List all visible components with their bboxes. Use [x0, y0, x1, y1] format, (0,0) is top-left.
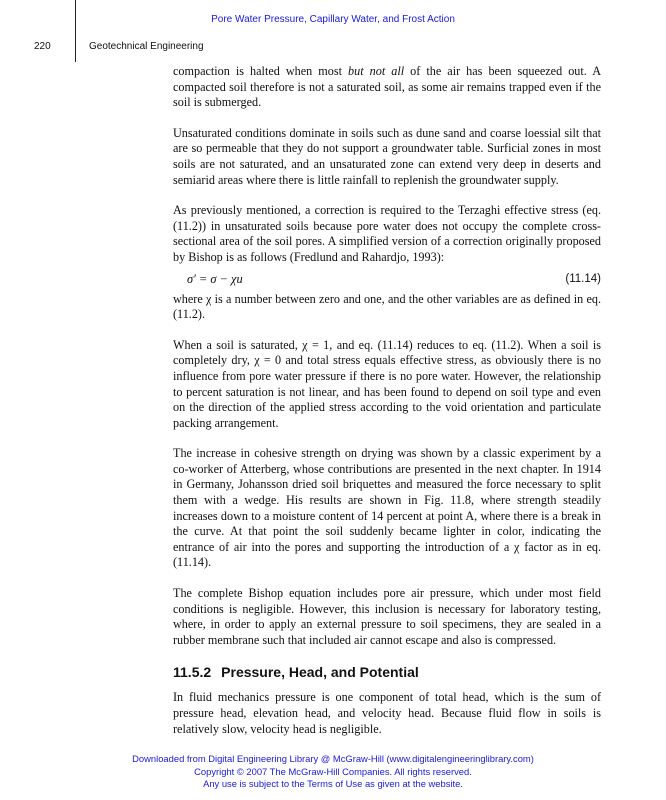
paragraph-1 — [173, 64, 601, 111]
paragraph-5: When a soil is saturated, χ = 1, and eq. (11.14) reduces to eq. (11.2). When a soil is completely dry, χ = 0 and total stress equals effective stress, as obviously there is no influence from pore water pressure if there is no pore water. However, the relationship to percent saturation is not linear, and has been found to depend on soil type and even on the direction of the applied stress according to the void orientation and particulate packing arrangement. — [173, 337, 601, 430]
equation-11-14 — [173, 270, 601, 288]
paragraph-8: In fluid mechanics pressure is one component of total head, which is the sum of pressure head, elevation head, and velocity head. Because fluid flow in soils is relatively slow, velocity head is negligible. — [173, 690, 601, 736]
paragraph-6: The increase in cohesive strength on drying was shown by a classic experiment by a co-worker of Atterberg, whose contributions are presented in the next chapter. In 1914 in Germany, Johansson dried soil briquettes and measured the force necessary to split them with a wedge. His results are shown in Fig. 11.8, where strength steadily increases down to a moisture content of 14 percent at point A, where there is a break in the curve. At that point the soil suddenly became lighter in color, indicating the entrance of air into the pores and supporting the introduction of a χ factor as in eq. (11.14). — [173, 446, 601, 570]
section-heading — [173, 663, 601, 681]
page-body — [173, 64, 601, 752]
paragraph-1-text-b: of the air has been squeezed out. A compacted soil therefore is not a saturated soil, as some air remains trapped even if the soil is submerged. — [173, 64, 601, 110]
equation-body: σ′ = σ − χu — [187, 271, 243, 286]
header-divider — [75, 0, 76, 62]
footer — [0, 753, 666, 791]
paragraph-1-emphasis: but not all — [348, 64, 405, 78]
footer-copyright: Copyright © 2007 The McGraw-Hill Companies. All rights reserved. — [194, 765, 472, 777]
page-number: 220 — [34, 41, 51, 52]
paragraph-4: where χ is a number between zero and one, and the other variables are as defined in eq. (11.2). — [173, 291, 601, 322]
book-title: Geotechnical Engineering — [89, 41, 204, 52]
section-title: Pressure, Head, and Potential — [221, 664, 419, 681]
paragraph-2: Unsaturated conditions dominate in soils such as dune sand and coarse loessial silt that are so permeable that they do not support a groundwater table. Surficial zones in most soils are not saturated, and an unsaturated zone can extend very deep in deserts and semiarid areas where there is little rainfall to replenish the groundwater supply. — [173, 125, 601, 187]
footer-terms: Any use is subject to the Terms of Use as given at the website. — [203, 778, 463, 789]
section-number: 11.5.2 — [173, 664, 212, 681]
paragraph-3: As previously mentioned, a correction is required to the Terzaghi effective stress (eq. (11.2)) in unsaturated soils because pore water does not occupy the complete cross-sectional area of the soil pores. A simplified version of a correction originally proposed by Bishop is as follows (Fredlund and Rahardjo, 1993): — [173, 203, 601, 264]
running-head: Pore Water Pressure, Capillary Water, and Frost Action — [211, 14, 455, 25]
footer-download-link[interactable]: Downloaded from Digital Engineering Library @ McGraw-Hill (www.digitalengineeringlibrary.com) — [132, 753, 534, 764]
paragraph-1-text-a: compaction is halted when most — [173, 64, 349, 78]
equation-number: (11.14) — [565, 272, 601, 285]
paragraph-7: The complete Bishop equation includes pore air pressure, which under most field conditions is negligible. However, this inclusion is necessary for laboratory testing, where, in order to apply an external pressure to soil specimens, they are sealed in a rubber membrane such that included air cannot escape and also is compressed. — [173, 586, 601, 647]
